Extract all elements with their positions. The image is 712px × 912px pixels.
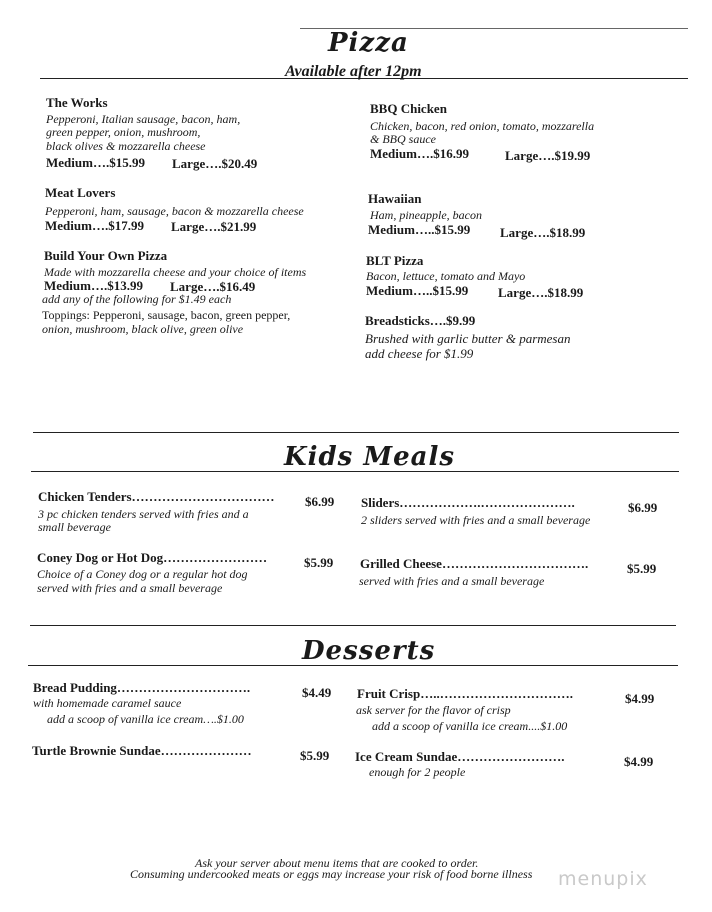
item-desc-build-your-own: Made with mozzarella cheese and your choice of items — [44, 265, 307, 279]
item-desc-breadsticks-2: add cheese for $1.99 — [365, 346, 474, 361]
price-medium-hawaiian: Medium…..$15.99 — [368, 222, 471, 237]
item-name-breadsticks: Breadsticks….$9.99 — [365, 313, 476, 328]
price-large-blt-pizza: Large….$18.99 — [498, 285, 584, 300]
item-desc-fruit-crisp-1: ask server for the flavor of crisp — [356, 703, 511, 717]
desserts-rule-top — [30, 625, 676, 626]
item-desc-coney-dog-1: Choice of a Coney dog or a regular hot dog — [37, 567, 248, 581]
desserts-title: Desserts — [302, 636, 436, 666]
price-large-meat-lovers: Large….$21.99 — [171, 219, 257, 234]
price-medium-blt-pizza: Medium…..$15.99 — [366, 283, 469, 298]
item-desc-hawaiian: Ham, pineapple, bacon — [370, 208, 482, 222]
price-turtle-brownie: $5.99 — [300, 748, 330, 763]
build-your-own-toppings-1: Toppings: Pepperoni, sausage, bacon, green pepper, — [42, 308, 291, 322]
price-large-the-works: Large….$20.49 — [172, 156, 258, 171]
desserts-rule-bottom — [28, 665, 678, 666]
price-ice-cream-sundae: $4.99 — [624, 754, 654, 769]
item-desc-sliders: 2 sliders served with fries and a small beverage — [361, 513, 591, 527]
item-name-chicken-tenders: Chicken Tenders…………………………… — [38, 489, 275, 504]
item-desc-breadsticks-1: Brushed with garlic butter & parmesan — [365, 331, 571, 346]
price-large-hawaiian: Large….$18.99 — [500, 225, 586, 240]
item-desc-the-works-1: Pepperoni, Italian sausage, bacon, ham, — [46, 112, 241, 126]
item-desc-bread-pudding-1: with homemade caramel sauce — [33, 696, 182, 710]
item-name-meat-lovers: Meat Lovers — [45, 185, 116, 200]
build-your-own-toppings-2: onion, mushroom, black olive, green olive — [42, 322, 244, 336]
price-medium-build-your-own: Medium….$13.99 — [44, 278, 143, 293]
footer-line-1: Ask your server about menu items that are cooked to order. — [195, 856, 479, 870]
price-coney-dog: $5.99 — [304, 555, 334, 570]
price-medium-the-works: Medium….$15.99 — [46, 155, 145, 170]
item-desc-bbq-chicken-2: & BBQ sauce — [370, 132, 436, 146]
build-your-own-addon: add any of the following for $1.49 each — [42, 292, 232, 306]
item-name-build-your-own: Build Your Own Pizza — [44, 248, 168, 263]
item-desc-meat-lovers: Pepperoni, ham, sausage, bacon & mozzarella cheese — [45, 204, 304, 218]
price-medium-bbq-chicken: Medium….$16.99 — [370, 146, 469, 161]
item-name-fruit-crisp: Fruit Crisp…..…………………………. — [357, 686, 573, 701]
item-desc-coney-dog-2: served with fries and a small beverage — [37, 581, 223, 595]
item-name-ice-cream-sundae: Ice Cream Sundae……………………. — [355, 749, 565, 764]
item-name-bbq-chicken: BBQ Chicken — [370, 101, 447, 116]
price-grilled-cheese: $5.99 — [627, 561, 657, 576]
item-desc-bread-pudding-2: add a scoop of vanilla ice cream….$1.00 — [47, 712, 244, 726]
item-desc-the-works-3: black olives & mozzarella cheese — [46, 139, 206, 153]
item-desc-chicken-tenders-1: 3 pc chicken tenders served with fries and a — [38, 507, 249, 521]
price-large-bbq-chicken: Large….$19.99 — [505, 148, 591, 163]
kids-rule-top — [33, 432, 679, 433]
item-desc-fruit-crisp-2: add a scoop of vanilla ice cream....$1.00 — [372, 719, 568, 733]
item-name-grilled-cheese: Grilled Cheese……………………………. — [360, 556, 589, 571]
price-fruit-crisp: $4.99 — [625, 691, 655, 706]
item-desc-grilled-cheese: served with fries and a small beverage — [359, 574, 545, 588]
item-name-hawaiian: Hawaiian — [368, 191, 422, 206]
price-medium-meat-lovers: Medium….$17.99 — [45, 218, 144, 233]
item-name-coney-dog: Coney Dog or Hot Dog…………………… — [37, 550, 268, 565]
kids-rule-bottom — [31, 471, 679, 472]
pizza-title: Pizza — [328, 28, 409, 58]
price-bread-pudding: $4.49 — [302, 685, 332, 700]
price-chicken-tenders: $6.99 — [305, 494, 335, 509]
footer-line-2: Consuming undercooked meats or eggs may increase your risk of food borne illness — [130, 867, 533, 881]
item-name-the-works: The Works — [46, 95, 108, 110]
item-name-turtle-brownie: Turtle Brownie Sundae………………… — [32, 743, 252, 758]
item-desc-the-works-2: green pepper, onion, mushroom, — [46, 125, 201, 139]
item-desc-ice-cream-sundae: enough for 2 people — [369, 765, 466, 779]
watermark-menupix: menupix — [558, 868, 648, 890]
pizza-subtitle: Available after 12pm — [285, 63, 422, 80]
item-desc-bbq-chicken-1: Chicken, bacon, red onion, tomato, mozzarella — [370, 119, 595, 133]
item-name-blt-pizza: BLT Pizza — [366, 253, 424, 268]
price-large-build-your-own: Large….$16.49 — [170, 279, 256, 294]
item-desc-chicken-tenders-2: small beverage — [38, 520, 111, 534]
item-name-sliders: Sliders……………….…………………. — [361, 495, 575, 510]
price-sliders: $6.99 — [628, 500, 658, 515]
kids-title: Kids Meals — [284, 442, 456, 472]
item-desc-blt-pizza: Bacon, lettuce, tomato and Mayo — [366, 269, 526, 283]
item-name-bread-pudding: Bread Pudding…………………………. — [33, 680, 251, 695]
